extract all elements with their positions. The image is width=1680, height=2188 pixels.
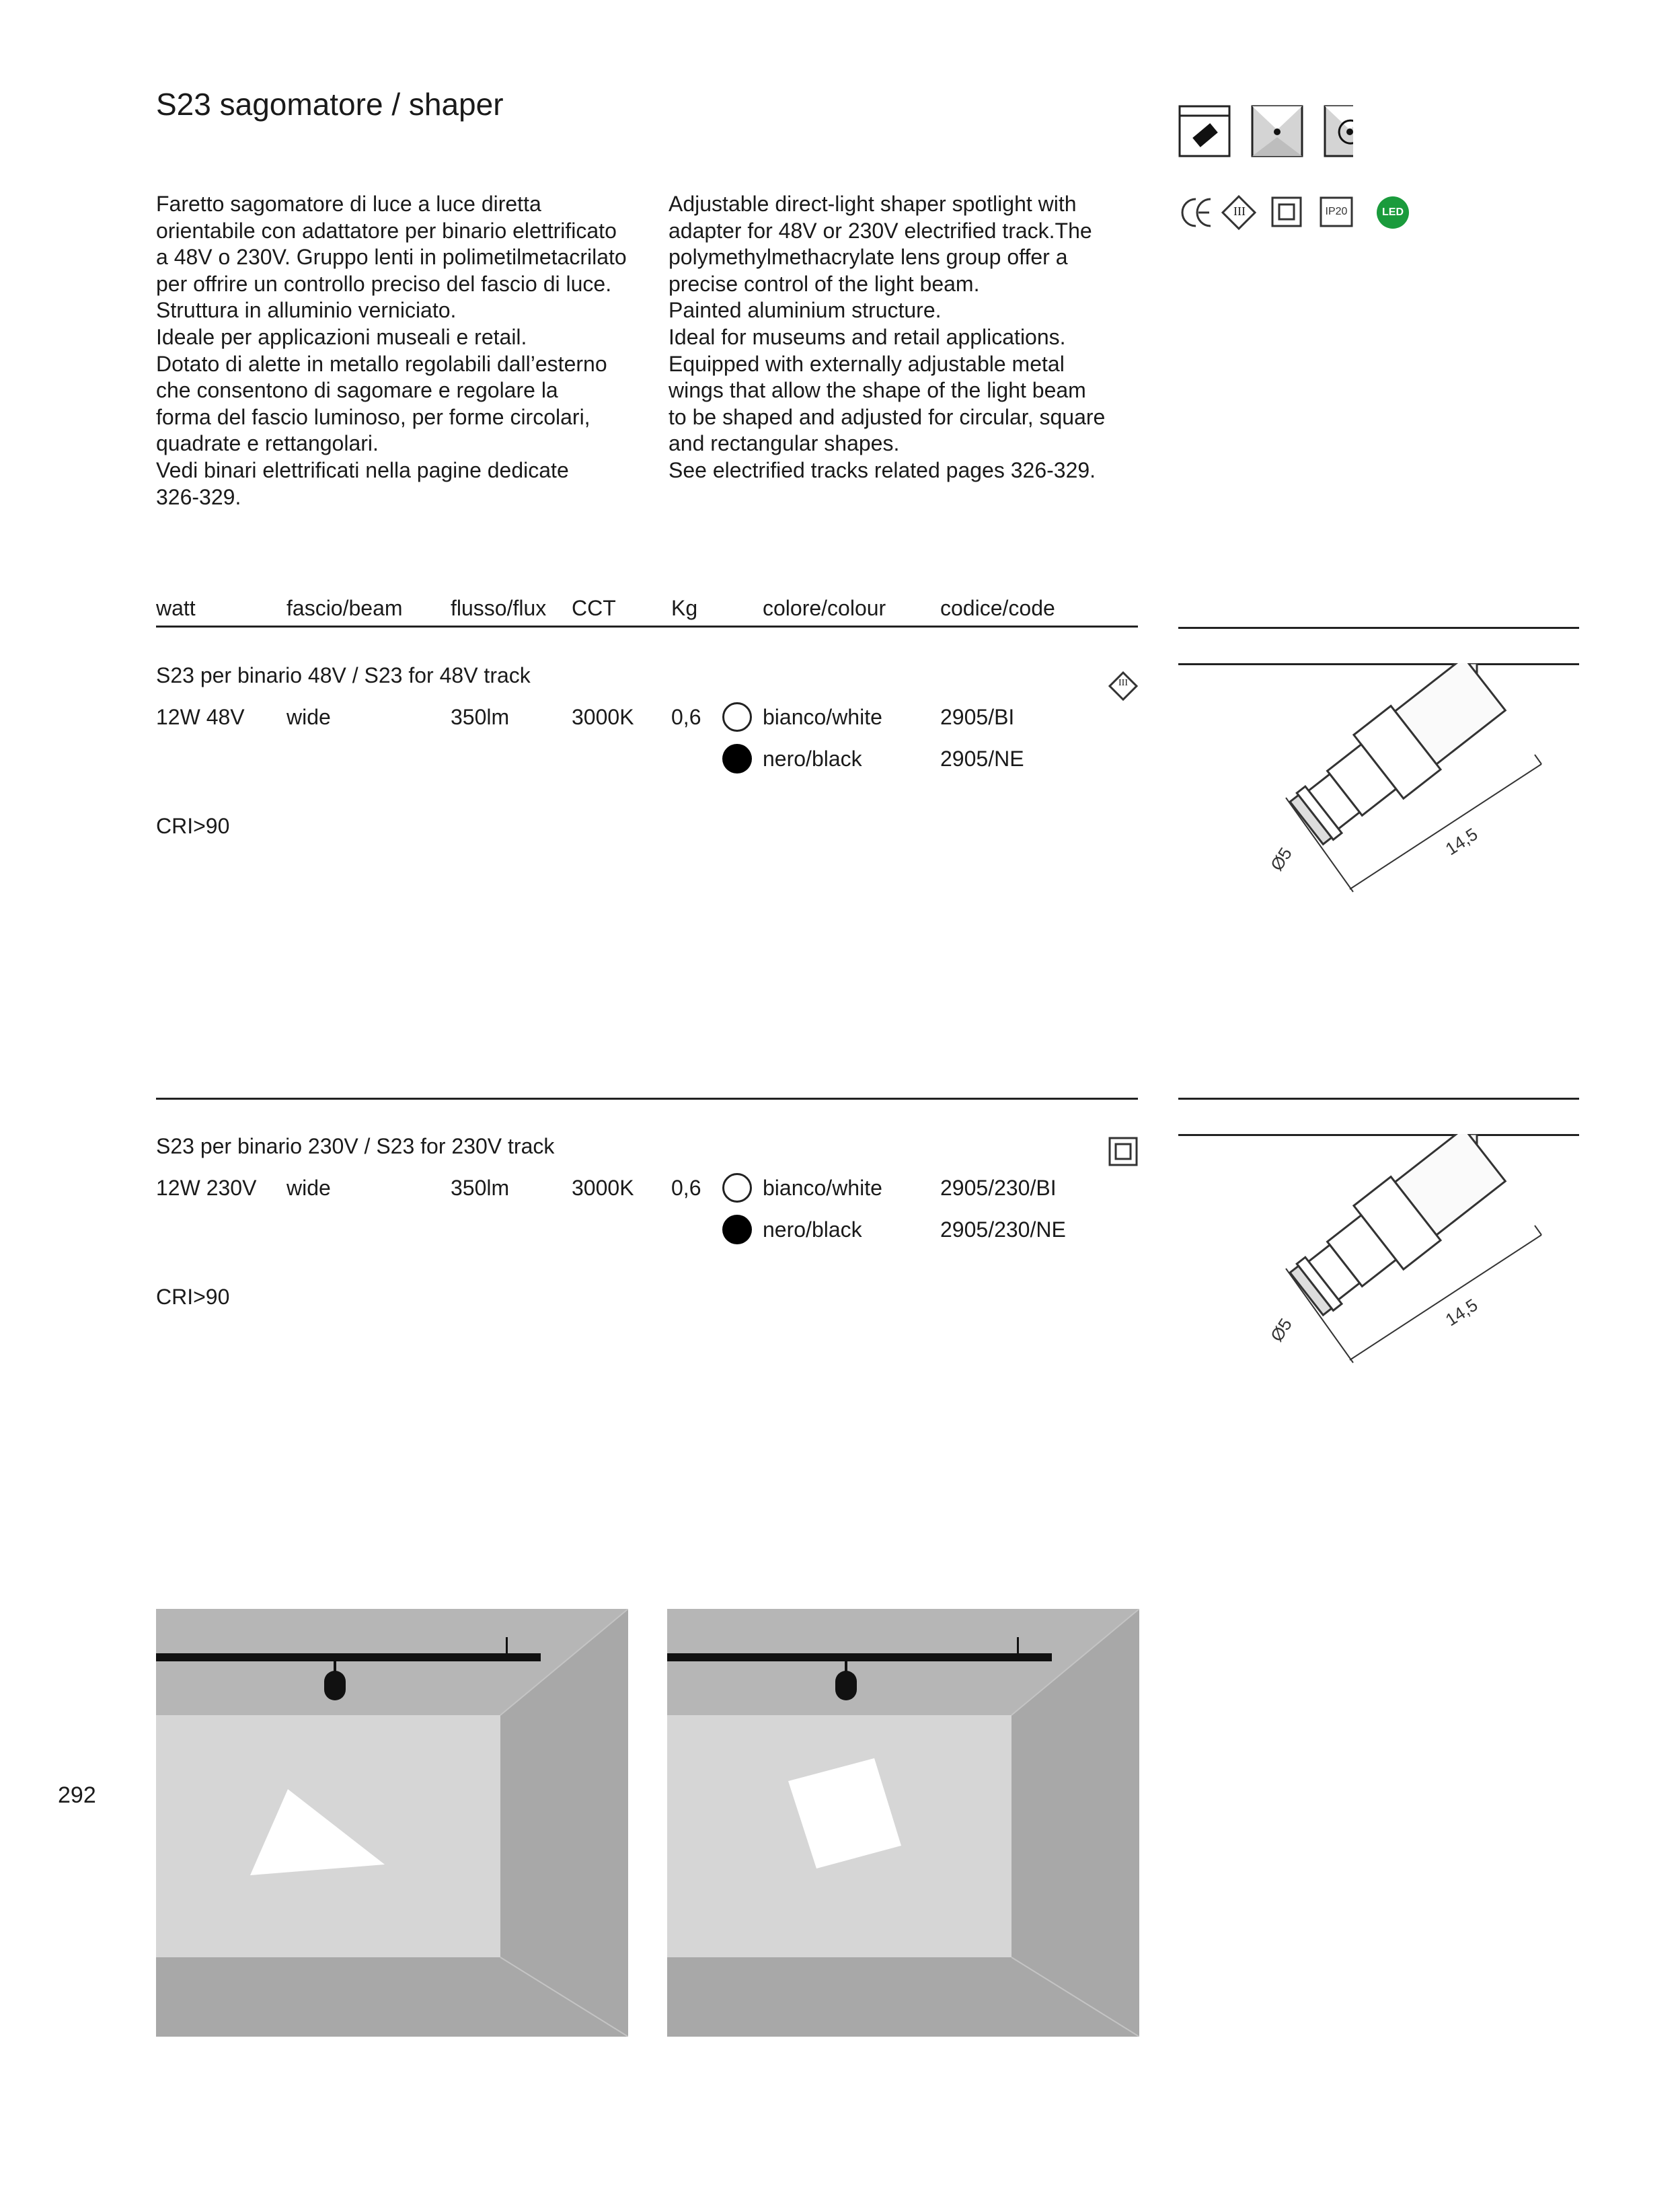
rotation-icon bbox=[1325, 106, 1353, 156]
flux-value: 350lm bbox=[451, 705, 510, 729]
text-line: Ideal for museums and retail applications. bbox=[669, 324, 1066, 349]
colour-swatch-white bbox=[722, 702, 752, 732]
text-line: Dotato di alette in metallo regolabili dall’esterno bbox=[156, 351, 607, 376]
beam-shape-icon bbox=[1252, 106, 1302, 156]
product-code: 2905/230/BI bbox=[940, 1176, 1057, 1200]
certification-symbols bbox=[1178, 194, 1414, 234]
column-header-code: codice/code bbox=[940, 596, 1055, 620]
product-code: 2905/NE bbox=[940, 747, 1024, 771]
column-header-flux: flusso/flux bbox=[451, 596, 547, 620]
dimension-diameter: Ø5 bbox=[1266, 843, 1296, 874]
colour-name: bianco/white bbox=[763, 705, 882, 729]
column-header-kg: Kg bbox=[671, 596, 698, 620]
adjustable-spot-icon bbox=[1180, 106, 1229, 156]
drawing-divider bbox=[1178, 1098, 1579, 1100]
colour-name: bianco/white bbox=[763, 1176, 882, 1200]
beam-shape-illustration-square bbox=[667, 1609, 1139, 2037]
page-title: S23 sagomatore / shaper bbox=[156, 87, 504, 122]
page-number: 292 bbox=[58, 1782, 96, 1808]
cct-value: 3000K bbox=[572, 705, 634, 729]
beam-shape-illustration-triangle bbox=[156, 1609, 628, 2037]
text-line: polymethylmethacrylate lens group offer a bbox=[669, 245, 1068, 270]
kg-value: 0,6 bbox=[671, 1176, 701, 1200]
watt-value: 12W 230V bbox=[156, 1176, 257, 1200]
text-line: 326-329. bbox=[156, 484, 241, 509]
product-code: 2905/230/NE bbox=[940, 1217, 1066, 1242]
class-ii-icon bbox=[1272, 198, 1301, 226]
text-line: Ideale per applicazioni museali e retail. bbox=[156, 324, 527, 349]
colour-swatch-black bbox=[722, 1215, 752, 1244]
drawing-divider bbox=[1178, 627, 1579, 629]
dimension-diameter: Ø5 bbox=[1266, 1314, 1296, 1345]
text-line: Equipped with externally adjustable metal bbox=[669, 351, 1065, 376]
column-header-cct: CCT bbox=[572, 596, 616, 620]
column-header-watt: watt bbox=[156, 596, 196, 620]
header-divider bbox=[156, 626, 1138, 628]
colour-name: nero/black bbox=[763, 747, 862, 771]
dimension-length: 14,5 bbox=[1441, 823, 1482, 860]
function-icons bbox=[1178, 105, 1353, 159]
column-header-colour: colore/colour bbox=[763, 596, 886, 620]
led-label: LED bbox=[1382, 206, 1404, 218]
text-line: forma del fascio luminoso, per forme circolari, bbox=[156, 404, 590, 429]
beam-value: wide bbox=[287, 1176, 331, 1200]
colour-swatch-black bbox=[722, 744, 752, 774]
text-line: Painted aluminium structure. bbox=[669, 298, 942, 323]
section-heading: S23 per binario 48V / S23 for 48V track bbox=[156, 663, 531, 687]
text-line: quadrate e rettangolari. bbox=[156, 431, 379, 456]
technical-drawing-230v bbox=[1178, 1134, 1579, 1376]
ce-mark-icon bbox=[1182, 199, 1211, 226]
text-line: Struttura in alluminio verniciato. bbox=[156, 298, 457, 323]
technical-drawing-48v bbox=[1178, 663, 1579, 905]
column-header-beam: fascio/beam bbox=[287, 596, 403, 620]
text-line: Vedi binari elettrificati nella pagine dedicate bbox=[156, 457, 569, 482]
class-iii-label: III bbox=[1118, 678, 1128, 688]
description-english bbox=[669, 191, 1105, 484]
cri-value: CRI>90 bbox=[156, 1285, 230, 1309]
text-line: orientabile con adattatore per binario elettrificato bbox=[156, 218, 617, 243]
text-line: che consentono di sagomare e regolare la bbox=[156, 378, 558, 403]
text-line: precise control of the light beam. bbox=[669, 271, 980, 296]
cct-value: 3000K bbox=[572, 1176, 634, 1200]
flux-value: 350lm bbox=[451, 1176, 510, 1200]
section-heading: S23 per binario 230V / S23 for 230V track bbox=[156, 1134, 555, 1158]
text-line: to be shaped and adjusted for circular, square bbox=[669, 404, 1106, 429]
description-italian bbox=[156, 191, 627, 511]
text-line: and rectangular shapes. bbox=[669, 431, 900, 456]
colour-swatch-white bbox=[722, 1173, 752, 1203]
text-line: wings that allow the shape of the light beam bbox=[669, 378, 1086, 403]
product-code: 2905/BI bbox=[940, 705, 1015, 729]
text-line: Faretto sagomatore di luce a luce diretta bbox=[156, 192, 541, 216]
colour-name: nero/black bbox=[763, 1217, 862, 1242]
text-line: a 48V o 230V. Gruppo lenti in polimetilmetacrilato bbox=[156, 245, 627, 270]
class-ii-icon bbox=[1108, 1137, 1138, 1166]
text-line: per offrire un controllo preciso del fascio di luce. bbox=[156, 271, 612, 296]
class-iii-label: III bbox=[1233, 204, 1246, 218]
cri-value: CRI>90 bbox=[156, 814, 230, 838]
text-line: adapter for 48V or 230V electrified track.The bbox=[669, 218, 1092, 243]
kg-value: 0,6 bbox=[671, 705, 701, 729]
dimension-length: 14,5 bbox=[1441, 1294, 1482, 1330]
text-line: See electrified tracks related pages 326-329. bbox=[669, 457, 1096, 482]
ip-rating-label: IP20 bbox=[1325, 206, 1348, 217]
beam-value: wide bbox=[287, 705, 331, 729]
watt-value: 12W 48V bbox=[156, 705, 245, 729]
text-line: Adjustable direct-light shaper spotlight with bbox=[669, 192, 1077, 216]
section-divider bbox=[156, 1098, 1138, 1100]
